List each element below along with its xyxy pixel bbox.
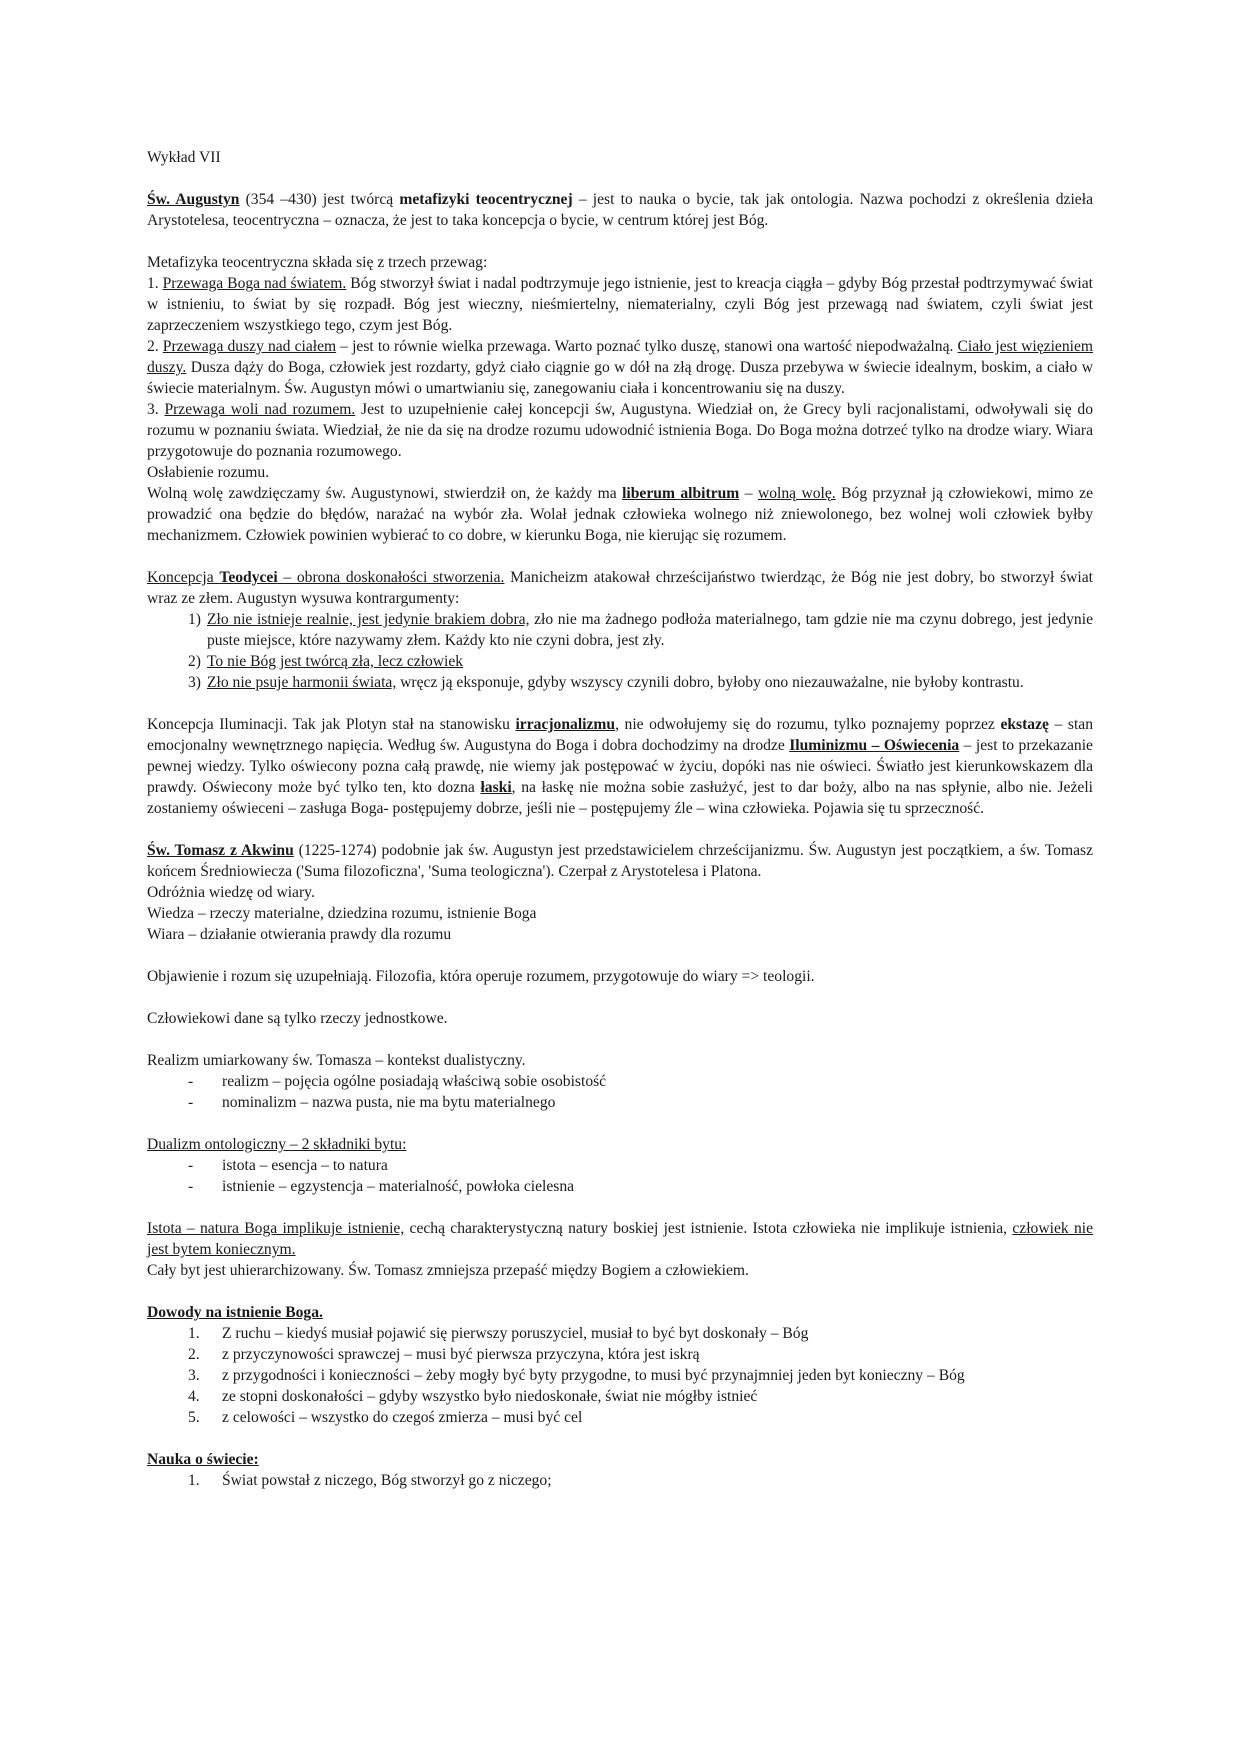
document-page xyxy=(147,147,1093,1491)
list-item: 1. Z ruchu – kiedyś musiał pojawić się pierwszy poruszyciel, musiał to być byt doskonały – Bóg xyxy=(188,1325,809,1342)
tomasz-line-1: Odróżnia wiedzę od wiary. xyxy=(147,884,315,901)
advantage-2: 2. Przewaga duszy nad ciałem – jest to równie wielka przewaga. Warto poznać tylko duszę, stanowi ona wartość niepodważalną. Ciało jest więzieniem duszy. Dusza dąży do Boga, człowiek jest rozdarty, gdyż ciało ciągnie go w dół na złą drogę. Dusza przebywa w świecie idealnym, boskim, a ciało w świecie materialnym. Św. Augustyn mówi o umartwianiu się, zanegowaniu ciała i koncentrowaniu się na duszy. xyxy=(147,338,1094,397)
dowody-list xyxy=(147,1323,1093,1428)
augustyn-paragraph: Św. Augustyn (354 –430) jest twórcą metafizyki teocentrycznej – jest to nauka o bycie, tak jak ontologia. Nazwa pochodzi z określenia dzieła Arystotelesa, teocentryczna – oznacza, że jest to taka koncepcja o bycie, w centrum której jest Bóg. xyxy=(147,191,1093,229)
tomasz-paragraph: Św. Tomasz z Akwinu (1225-1274) podobnie jak św. Augustyn jest przedstawicielem chrześcijanizmu. Św. Augustyn jest początkiem, a św. Tomasz końcem Średniowiecza ('Suma filozoficzna', 'Suma teologiczna'). Czerpał z Arystotelesa i Platona. xyxy=(147,842,1093,880)
dualizm-heading: Dualizm ontologiczny – 2 składniki bytu: xyxy=(147,1136,407,1153)
realizm-list xyxy=(147,1071,1093,1113)
realizm-heading: Realizm umiarkowany św. Tomasza – kontekst dualistyczny. xyxy=(147,1052,526,1069)
list-item: - nominalizm – nazwa pusta, nie ma bytu materialnego xyxy=(188,1094,556,1111)
list-item: 2) To nie Bóg jest twórcą zła, lecz człowiek xyxy=(188,653,464,670)
list-item: - istnienie – egzystencja – materialność, powłoka cielesna xyxy=(188,1178,575,1195)
nauka-heading: Nauka o świecie: xyxy=(147,1451,259,1468)
list-item: - realizm – pojęcia ogólne posiadają właściwą sobie osobistość xyxy=(188,1073,607,1090)
lecture-title: Wykład VII xyxy=(147,149,221,166)
free-will-paragraph: Wolną wolę zawdzięczamy św. Augustynowi, stwierdził on, że każdy ma liberum albitrum – wolną wolę. Bóg przyznał ją człowiekowi, mimo ze prowadzić ona będzie do błędów, narażać na wybór zła. Wolał jednak człowieka wolnego niż zniewolonego, bez wolnej woli człowiek byłby mechanizmem. Człowiek powinien wybierać to co dobre, w kierunku Boga, nie kierując się rozumem. xyxy=(147,485,1093,544)
list-item: 4. ze stopni doskonałości – gdyby wszystko było niedoskonałe, świat nie mógłby istnieć xyxy=(188,1388,758,1405)
augustyn-name: Św. Augustyn xyxy=(147,191,240,208)
weakening-line: Osłabienie rozumu. xyxy=(147,464,270,481)
list-item: 3) Zło nie psuje harmonii świata, wręcz ją eksponuje, gdyby wszyscy czynili dobro, byłoby ono niezauważalne, nie byłoby kontrastu. xyxy=(188,674,1024,691)
list-item: 1. Świat powstał z niczego, Bóg stworzył go z niczego; xyxy=(188,1472,552,1489)
istota-paragraph: Istota – natura Boga implikuje istnienie, cechą charakterystyczną natury boskiej jest istnienie. Istota człowieka nie implikuje istnienia, człowiek nie jest bytem koniecznym. xyxy=(147,1220,1093,1258)
dualizm-list xyxy=(147,1155,1093,1197)
term-metafizyka: metafizyki teocentrycznej xyxy=(399,191,573,208)
iluminacja-paragraph: Koncepcja Iluminacji. Tak jak Plotyn stał na stanowisku irracjonalizmu, nie odwołujemy się do rozumu, tylko poznajemy poprzez ekstazę – stan emocjonalny wewnętrznego napięcia. Według św. Augustyna do Boga i dobra dochodzimy na drodze Iluminizmu – Oświecenia – jest to przekazanie pewnej wiedzy. Tylko oświecony pozna całą prawdę, nie wiemy jak postępować w życiu, dopóki nas nie oświeci. Światło jest kierunkowskazem dla prawdy. Oświecony może być tylko ten, kto dozna łaski, na łaskę nie można sobie zasłużyć, jest to dar boży, albo na nas spłynie, albo nie. Jeżeli zostaniemy oświeceni – zasługa Boga- postępujemy dobrze, jeśli nie – postępujemy źle – wina człowieka. Pojawia się tu sprzeczność. xyxy=(147,716,1094,817)
teodycea-list xyxy=(147,609,1093,693)
advantage-1: 1. Przewaga Boga nad światem. Bóg stworzył świat i nadal podtrzymuje jego istnienie, jest to kreacja ciągła – gdyby Bóg przestał podtrzymywać świat w istnieniu, to świat by się rozpadł. Bóg jest wieczny, nieśmiertelny, niematerialny, czyli Bóg jest przewagą nad światem, czyli świat jest zaprzeczeniem wszystkiego tego, czym jest Bóg. xyxy=(147,275,1094,334)
objawienie-line: Objawienie i rozum się uzupełniają. Filozofia, która operuje rozumem, przygotowuje do wiary => teologii. xyxy=(147,968,815,985)
tomasz-name: Św. Tomasz z Akwinu xyxy=(147,842,294,859)
nauka-list xyxy=(147,1470,1093,1491)
tomasz-line-3: Wiara – działanie otwierania prawdy dla rozumu xyxy=(147,926,452,943)
dowody-heading: Dowody na istnienie Boga. xyxy=(147,1304,323,1321)
hierarchy-line: Cały byt jest uhierarchizowany. Św. Tomasz zmniejsza przepaść między Bogiem a człowiekiem. xyxy=(147,1262,749,1279)
list-item: 5. z celowości – wszystko do czegoś zmierza – musi być cel xyxy=(188,1409,583,1426)
list-item: 2. z przyczynowości sprawczej – musi być pierwsza przyczyna, która jest iskrą xyxy=(188,1346,700,1363)
list-item: - istota – esencja – to natura xyxy=(188,1157,388,1174)
tomasz-line-2: Wiedza – rzeczy materialne, dziedzina rozumu, istnienie Boga xyxy=(147,905,537,922)
list-item: 1) Zło nie istnieje realnie, jest jedynie brakiem dobra, zło nie ma żadnego podłoża materialnego, tam gdzie nie ma czynu dobrego, jest jedynie puste miejsce, które nazywamy złem. Każdy kto nie czyni dobra, jest zły. xyxy=(188,611,1093,649)
list-item: 3. z przygodności i konieczności – żeby mogły być byty przygodne, to musi być przynajmniej jeden byt konieczny – Bóg xyxy=(188,1367,965,1384)
advantage-3: 3. Przewaga woli nad rozumem. Jest to uzupełnienie całej koncepcji św, Augustyna. Wiedział on, że Grecy byli racjonalistami, odwoływali się do rozumu w poznaniu świata. Wiedział, że nie da się na drodze rozumu udowodnić istnienia Boga. Do Boga można dotrzeć tylko na drodze wiary. Wiara przygotowuje do poznania rozumowego. xyxy=(147,401,1094,460)
czlowiek-line: Człowiekowi dane są tylko rzeczy jednostkowe. xyxy=(147,1010,448,1027)
metaphysics-intro: Metafizyka teocentryczna składa się z trzech przewag: xyxy=(147,254,488,271)
teodycea-paragraph: Koncepcja Teodycei – obrona doskonałości stworzenia. Manicheizm atakował chrześcijaństwo twierdząc, że Bóg nie jest dobry, bo stworzył świat wraz ze złem. Augustyn wysuwa kontrargumenty: xyxy=(147,569,1093,607)
